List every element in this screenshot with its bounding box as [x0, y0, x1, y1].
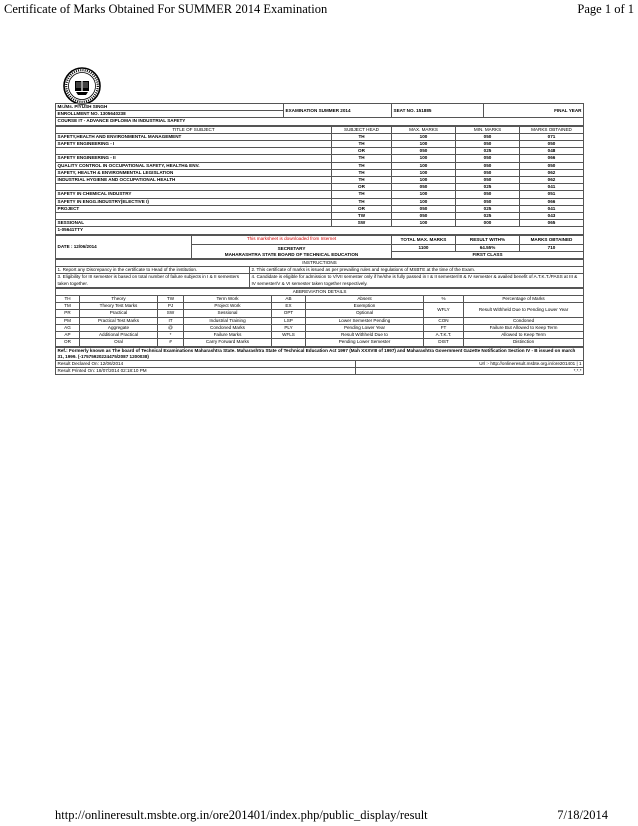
- abbr-code: OPT: [272, 310, 306, 317]
- abbr-meaning: Lower Semester Pending: [306, 317, 424, 324]
- abbr-meaning: Additional Practical: [80, 332, 158, 339]
- col-header-min: MIN. MARKS: [456, 126, 520, 133]
- subject-title: SESSIONAL: [56, 220, 332, 227]
- marks-obtained: 065: [520, 220, 584, 227]
- marks-obtained: 041: [520, 184, 584, 191]
- abbr-meaning: Condoned Marks: [184, 324, 272, 331]
- instructions-table: [55, 259, 584, 288]
- marks-obtained: 066: [520, 155, 584, 162]
- subject-head: TH: [332, 169, 392, 176]
- instruction-2: 2. This certificate of marks is issued as per prevailing rules and regulations of MSBTE at the time of the Exam.: [250, 267, 584, 274]
- enrollment-number: ENROLLMENT NO. 1305640238: [56, 111, 284, 118]
- subject-title: INDUSTRIAL HYGIENE AND OCCUPATIONAL HEALTH: [56, 177, 332, 184]
- max-marks: 100: [392, 191, 456, 198]
- col-header-obtained: MARKS OBTAINED: [520, 126, 584, 133]
- min-marks: 050: [456, 133, 520, 140]
- abbr-code: AB: [272, 296, 306, 303]
- marks-obtained: 050: [520, 162, 584, 169]
- abbr-meaning: Allowed to Keep Term: [464, 332, 584, 339]
- page-header-title: Certificate of Marks Obtained For SUMMER 2014 Examination: [4, 2, 328, 16]
- abbr-code: FT: [424, 324, 464, 331]
- max-marks: 050: [392, 205, 456, 212]
- max-marks: 100: [392, 169, 456, 176]
- abbr-meaning: Absent: [306, 296, 424, 303]
- min-marks: 025: [456, 213, 520, 220]
- table-row: [56, 133, 584, 140]
- abbr-code: WFLY: [424, 303, 464, 317]
- student-name: Mr./Ms. PIYUSH SINGH: [56, 104, 284, 111]
- obtained-label: MARKS OBTAINED: [520, 235, 584, 244]
- certificate-code: 1-05641TTY: [56, 227, 584, 234]
- min-marks: 000: [456, 220, 520, 227]
- min-marks: 050: [456, 191, 520, 198]
- min-marks: 050: [456, 198, 520, 205]
- table-row: [56, 141, 584, 148]
- max-marks: 100: [392, 198, 456, 205]
- col-header-subject-head: SUBJECT HEAD: [332, 126, 392, 133]
- abbr-code: [272, 339, 306, 346]
- max-marks: 050: [392, 184, 456, 191]
- marks-obtained: 043: [520, 213, 584, 220]
- table-row: [56, 155, 584, 162]
- abbr-code: PJ: [158, 303, 184, 310]
- abbr-meaning: Term Work: [184, 296, 272, 303]
- table-row: [56, 324, 584, 331]
- abbr-meaning: Oral: [80, 339, 158, 346]
- table-row: [56, 177, 584, 184]
- download-note: This marksheet is downloaded from Internet: [192, 235, 392, 244]
- abbr-code: *: [158, 332, 184, 339]
- marks-obtained: 062: [520, 177, 584, 184]
- subject-title: SAFETY IN CHEMICAL INDUSTRY: [56, 191, 332, 198]
- abbr-code: OR: [56, 339, 80, 346]
- subject-title: SAFETY ENGINEERING - II: [56, 155, 332, 162]
- table-row: [56, 317, 584, 324]
- col-header-title: TITLE OF SUBJECT: [56, 126, 332, 133]
- total-max-marks: 1100: [392, 244, 456, 251]
- marks-obtained: 066: [520, 198, 584, 205]
- table-row: [56, 332, 584, 339]
- abbr-code: TH: [56, 296, 80, 303]
- abbr-meaning: Pending Lower Year: [306, 324, 424, 331]
- footer-date: 7/18/2014: [557, 808, 608, 822]
- year-level: FINAL YEAR: [484, 104, 584, 118]
- subject-head: TH: [332, 177, 392, 184]
- marks-obtained: 051: [520, 191, 584, 198]
- max-marks: 050: [392, 213, 456, 220]
- subject-head: TW: [332, 213, 392, 220]
- subject-head: TH: [332, 155, 392, 162]
- abbr-code: PLY: [272, 324, 306, 331]
- subject-title: [56, 213, 332, 220]
- instruction-1: 1. Report any Discrepancy in the certificate to Head of the institution.: [56, 267, 250, 274]
- secretary-title: SECRETARY: [277, 245, 306, 251]
- subject-title: PROJECT: [56, 205, 332, 212]
- abbr-code: PM: [56, 317, 80, 324]
- abbr-code: IT: [158, 317, 184, 324]
- table-row: [56, 148, 584, 155]
- table-row: [56, 191, 584, 198]
- table-row: [56, 198, 584, 205]
- course-name: COURSE IT - ADVANCE DIPLOMA IN INDUSTRIAL SAFETY: [56, 118, 584, 125]
- table-row: [56, 303, 584, 310]
- subject-title: SAFETY,HEALTH AND ENVIRONMENTAL MANAGEMENT: [56, 133, 332, 140]
- subject-head: OR: [332, 205, 392, 212]
- result-printed-date: Result Printed On: 18/07/2014 02:18:10 PM: [56, 368, 356, 375]
- table-row: [56, 220, 584, 227]
- subject-title: QUALITY CONTROL IN OCCUPATIONAL SAFETY, HEALTH& ENV.: [56, 162, 332, 169]
- abbr-code: @: [158, 324, 184, 331]
- reference-note: Ref.: Formerly known as The board of Technical Examinations Maharashtra State. Maharashtra State of Technical Education Act 1997 (Mah XXXVIII of 1997) and Maharashtra Government Gazette Notification Section IV - B issued on march 31, 1999. (-17575920224475/2087 1200038): [56, 347, 584, 360]
- max-marks: 100: [392, 141, 456, 148]
- source-suffix: *.*.*: [356, 368, 584, 375]
- table-row: [56, 296, 584, 303]
- table-row: [56, 184, 584, 191]
- instruction-4: 4. Candidate is eligible for admission to V/VII semester only if he/she is fully passed in I & II semester/III & IV semester & availed benefit of A.T.K.T./PASS at III & IV semester/V & VI semester taken together respectively.: [250, 274, 584, 287]
- board-name: MAHARASHTRA STATE BOARD OF TECHNICAL EDUCATION: [224, 251, 359, 257]
- result-summary-table: [55, 235, 584, 259]
- marksheet: [55, 103, 583, 375]
- abbr-meaning: Sessional: [184, 310, 272, 317]
- marks-obtained: 050: [520, 141, 584, 148]
- min-marks: 050: [456, 141, 520, 148]
- subject-head: TH: [332, 198, 392, 205]
- min-marks: 050: [456, 177, 520, 184]
- result-percent: 64.55%: [456, 244, 520, 251]
- table-row: [56, 339, 584, 346]
- max-marks: 100: [392, 155, 456, 162]
- min-marks: 025: [456, 205, 520, 212]
- abbr-meaning: Failure But Allowed to Keep Term: [464, 324, 584, 331]
- signatory-cell: [192, 244, 392, 258]
- marks-obtained: 071: [520, 133, 584, 140]
- table-row: [56, 169, 584, 176]
- issue-date: DATE : 12/06/2014: [57, 243, 97, 249]
- abbr-meaning: Percentage of Marks: [464, 296, 584, 303]
- reference-table: [55, 347, 584, 376]
- subject-title: SAFETY, HEALTH & ENVIRONMENTAL LEGISLATION: [56, 169, 332, 176]
- subject-title: SAFETY IN ENGG.INDUSTRY(ELECTIVE I): [56, 198, 332, 205]
- abbr-code: LSP: [272, 317, 306, 324]
- table-row: [56, 205, 584, 212]
- abbr-code: #: [158, 339, 184, 346]
- max-marks: 050: [392, 148, 456, 155]
- seat-number: SEAT NO. 151885: [392, 104, 484, 118]
- min-marks: 050: [456, 155, 520, 162]
- abbr-code: TW: [158, 296, 184, 303]
- instructions-heading: INSTRUCTIONS: [56, 260, 584, 267]
- abbr-code: AP: [56, 332, 80, 339]
- student-info-table: [55, 103, 584, 126]
- abbr-meaning: Result Withheld Due to: [306, 332, 424, 339]
- subject-title: [56, 148, 332, 155]
- page-number: Page 1 of 1: [577, 2, 634, 16]
- min-marks: 050: [456, 162, 520, 169]
- abbr-code: AG: [56, 324, 80, 331]
- table-row: [56, 162, 584, 169]
- subject-head: TH: [332, 191, 392, 198]
- marks-table: [55, 126, 584, 235]
- abbr-code: A.T.K.T.: [424, 332, 464, 339]
- abbr-meaning: Condoned: [464, 317, 584, 324]
- abbr-meaning: Project Work: [184, 303, 272, 310]
- subject-title: [56, 184, 332, 191]
- abbr-meaning: Practical: [80, 310, 158, 317]
- min-marks: 050: [456, 169, 520, 176]
- abbreviation-heading: ABBREVIATION DETAILS: [56, 288, 584, 295]
- max-marks: 100: [392, 162, 456, 169]
- source-url: Url :- http://onlineresult.msbte.org.in/ore201401 | 1: [356, 360, 584, 367]
- abbr-code: DIST: [424, 339, 464, 346]
- max-marks: 100: [392, 220, 456, 227]
- abbr-meaning: Failure Marks: [184, 332, 272, 339]
- abbr-code: WFLS: [272, 332, 306, 339]
- abbr-meaning: Result Withheld Due to Pending Lower Year: [464, 303, 584, 317]
- abbr-meaning: Industrial Training: [184, 317, 272, 324]
- result-percent-label: RESULT WITH%: [456, 235, 520, 244]
- abbr-meaning: Carry Forward Marks: [184, 339, 272, 346]
- abbr-meaning: Pending Lower Semester: [306, 339, 424, 346]
- abbr-code: CON: [424, 317, 464, 324]
- subject-head: OR: [332, 148, 392, 155]
- result-class: FIRST CLASS: [392, 251, 584, 258]
- abbr-meaning: Practical Test Marks: [80, 317, 158, 324]
- marks-obtained: 041: [520, 205, 584, 212]
- total-max-label: TOTAL MAX. MARKS: [392, 235, 456, 244]
- issue-date-cell: [56, 235, 192, 258]
- abbr-code: PR: [56, 310, 80, 317]
- abbr-code: TM: [56, 303, 80, 310]
- subject-head: TH: [332, 141, 392, 148]
- total-marks-obtained: 710: [520, 244, 584, 251]
- subject-head: TH: [332, 133, 392, 140]
- marks-obtained: 062: [520, 169, 584, 176]
- col-header-max: MAX. MARKS: [392, 126, 456, 133]
- abbr-meaning: Exemption: [306, 303, 424, 310]
- footer-url: http://onlineresult.msbte.org.in/ore201401/index.php/public_display/result: [55, 808, 428, 822]
- abbr-meaning: Optional: [306, 310, 424, 317]
- instruction-3: 3. Eligibility for III semester is based on total number of failure subjects in I & II semesters taken together.: [56, 274, 250, 287]
- max-marks: 100: [392, 177, 456, 184]
- msbte-emblem-logo: [62, 66, 102, 106]
- subject-head: TH: [332, 162, 392, 169]
- abbr-meaning: Theory: [80, 296, 158, 303]
- abbr-meaning: Theory Test Marks: [80, 303, 158, 310]
- abbr-meaning: Distinction: [464, 339, 584, 346]
- abbr-meaning: Aggregate: [80, 324, 158, 331]
- min-marks: 025: [456, 184, 520, 191]
- subject-head: OR: [332, 184, 392, 191]
- result-declared-date: Result Declared On: 12/06/2014: [56, 360, 356, 367]
- max-marks: 100: [392, 133, 456, 140]
- exam-session: EXAMINATION SUMMER 2014: [284, 104, 392, 118]
- subject-head: SW: [332, 220, 392, 227]
- subject-title: SAFETY ENGINEERING - I: [56, 141, 332, 148]
- abbr-code: SW: [158, 310, 184, 317]
- abbr-code: EX: [272, 303, 306, 310]
- table-row: [56, 213, 584, 220]
- abbreviation-table: [55, 288, 584, 347]
- abbr-code: %: [424, 296, 464, 303]
- min-marks: 025: [456, 148, 520, 155]
- marks-obtained: 048: [520, 148, 584, 155]
